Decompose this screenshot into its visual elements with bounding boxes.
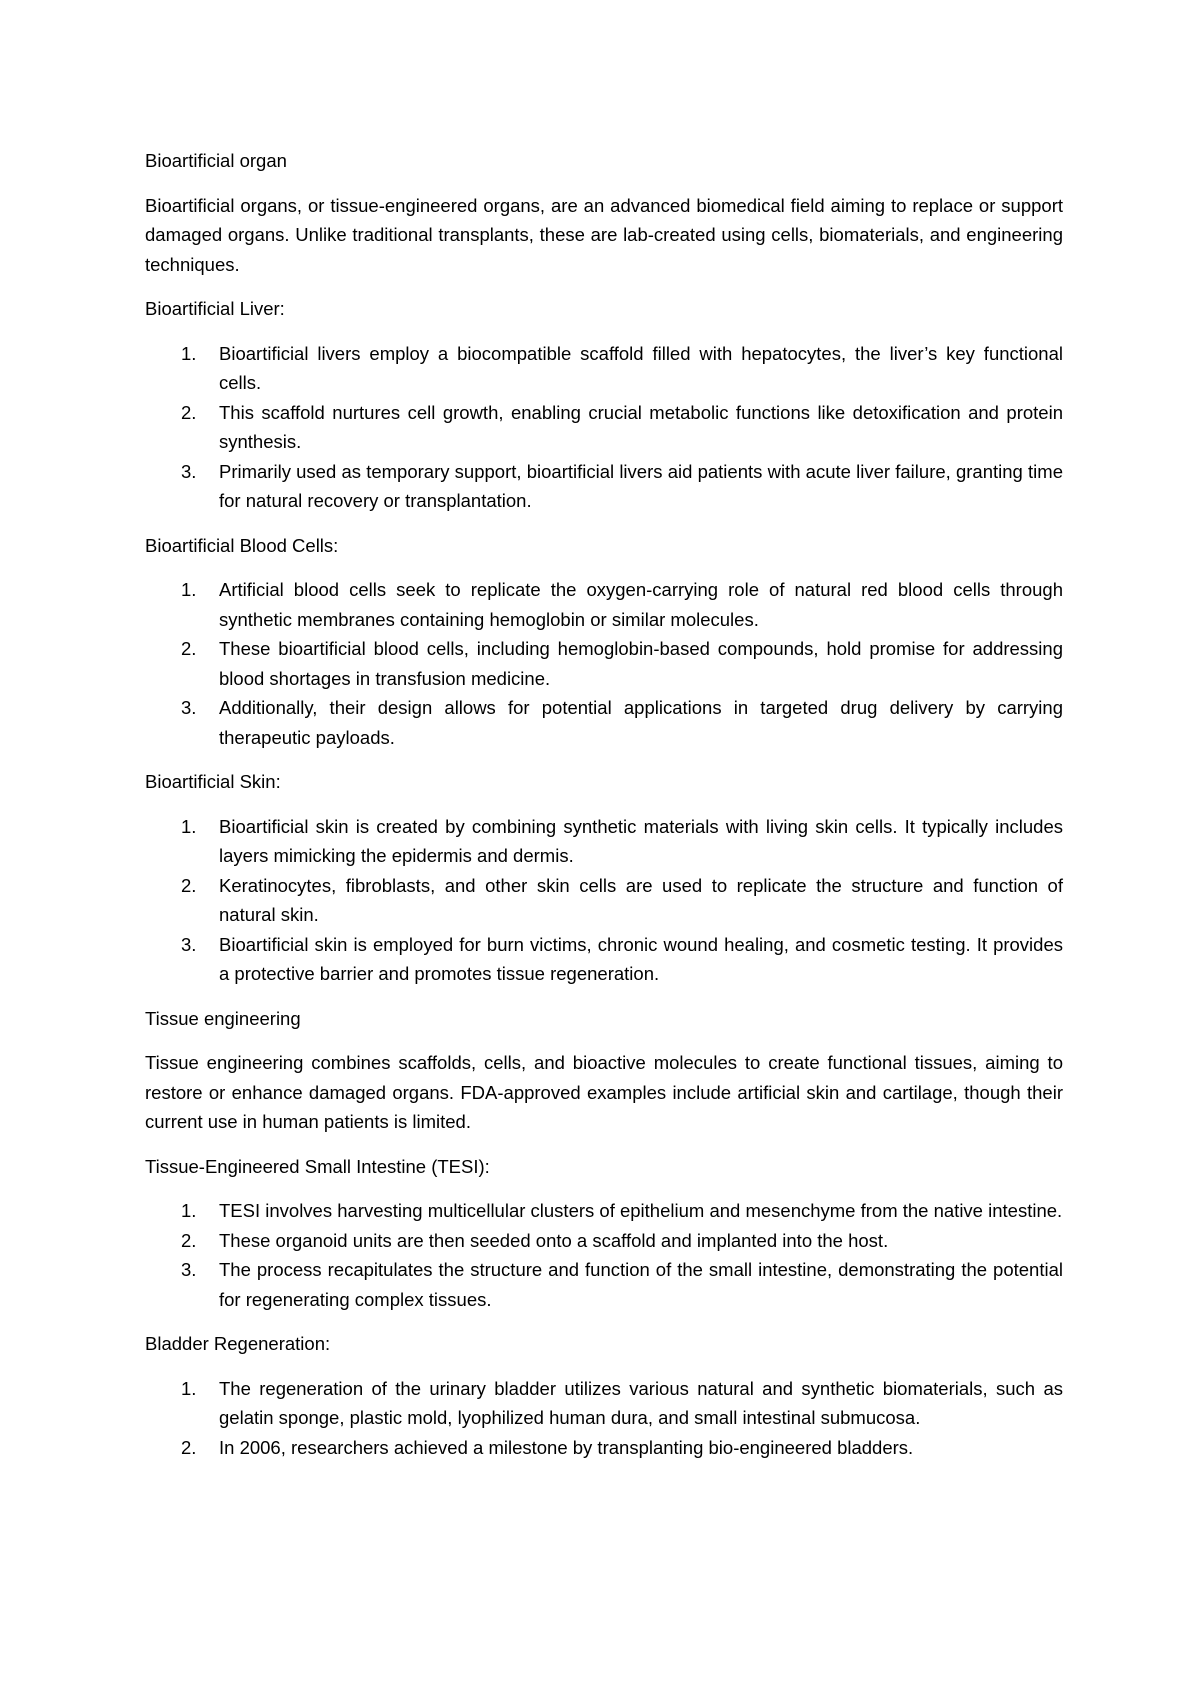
list-item <box>145 812 1063 871</box>
skin-list <box>145 812 1063 989</box>
list-item-text: The process recapitulates the structure and function of the small intestine, demonstrating the potential for regenerating complex tissues. <box>219 1259 1063 1310</box>
list-item-text: Bioartificial skin is created by combining synthetic materials with living skin cells. It typically includes layers mimicking the epidermis and dermis. <box>219 815 1063 866</box>
list-item-text: Bioartificial livers employ a biocompatible scaffold filled with hepatocytes, the liver’s key functional cells. <box>219 342 1063 393</box>
list-number: 1. <box>181 579 197 600</box>
tissue-engineering-paragraph: Tissue engineering combines scaffolds, cells, and bioactive molecules to create functional tissues, aiming to restore or enhance damaged organs. FDA-approved examples include artificial skin and cartilage, though their current use in human patients is limited. <box>145 1052 1063 1132</box>
list-item <box>145 339 1063 398</box>
list-item <box>145 1433 1063 1463</box>
list-number: 2. <box>181 1229 197 1251</box>
list-item-text: These organoid units are then seeded onto a scaffold and implanted into the host. <box>219 1229 889 1251</box>
list-item <box>145 575 1063 634</box>
list-number: 1. <box>181 342 197 364</box>
list-item-text: The regeneration of the urinary bladder utilizes various natural and synthetic biomaterials, such as gelatin sponge, plastic mold, lyophilized human dura, and small intestinal submucosa. <box>219 1377 1063 1428</box>
list-item-text: TESI involves harvesting multicellular clusters of epithelium and mesenchyme from the native intestine. <box>219 1200 1063 1221</box>
list-number: 1. <box>181 815 197 837</box>
document-page <box>145 146 1063 1477</box>
list-item-text: Keratinocytes, fibroblasts, and other skin cells are used to replicate the structure and function of natural skin. <box>219 874 1063 925</box>
list-item-text: Primarily used as temporary support, bioartificial livers aid patients with acute liver failure, granting time for natural recovery or transplantation. <box>219 460 1063 511</box>
list-item <box>145 457 1063 516</box>
list-item <box>145 1374 1063 1433</box>
tissue-engineering-heading: Tissue engineering <box>145 1007 301 1029</box>
list-number: 3. <box>181 697 197 718</box>
list-item-text: This scaffold nurtures cell growth, enabling crucial metabolic functions like detoxification and protein synthesis. <box>219 401 1063 452</box>
intro-paragraph: Bioartificial organs, or tissue-engineered organs, are an advanced biomedical field aiming to replace or support damaged organs. Unlike traditional transplants, these are lab-created using cells, biomaterials, and engineering techniques. <box>145 194 1063 275</box>
liver-list <box>145 339 1063 516</box>
document-title: Bioartificial organ <box>145 150 287 171</box>
list-item <box>145 693 1063 752</box>
list-item <box>145 1226 1063 1256</box>
list-number: 3. <box>181 460 197 482</box>
list-number: 3. <box>181 1259 197 1280</box>
skin-heading: Bioartificial Skin: <box>145 771 281 792</box>
blood-list <box>145 575 1063 752</box>
liver-heading: Bioartificial Liver: <box>145 298 285 319</box>
list-item-text: Artificial blood cells seek to replicate the oxygen-carrying role of natural red blood cells through synthetic membranes containing hemoglobin or similar molecules. <box>219 579 1063 630</box>
list-number: 3. <box>181 933 197 955</box>
tesi-list <box>145 1196 1063 1314</box>
list-item <box>145 1255 1063 1314</box>
bladder-list <box>145 1374 1063 1463</box>
list-item-text: These bioartificial blood cells, including hemoglobin-based compounds, hold promise for addressing blood shortages in transfusion medicine. <box>219 638 1063 689</box>
list-number: 1. <box>181 1200 197 1221</box>
list-number: 2. <box>181 401 197 423</box>
list-item <box>145 1196 1063 1226</box>
list-item <box>145 634 1063 693</box>
list-item <box>145 871 1063 930</box>
list-item-text: Bioartificial skin is employed for burn victims, chronic wound healing, and cosmetic testing. It provides a protective barrier and promotes tissue regeneration. <box>219 933 1063 984</box>
list-item-text: In 2006, researchers achieved a milestone by transplanting bio-engineered bladders. <box>219 1436 914 1458</box>
tesi-heading: Tissue-Engineered Small Intestine (TESI): <box>145 1155 490 1177</box>
list-item <box>145 398 1063 457</box>
list-number: 2. <box>181 638 197 659</box>
blood-heading: Bioartificial Blood Cells: <box>145 534 339 556</box>
list-number: 2. <box>181 1436 197 1458</box>
list-item-text: Additionally, their design allows for potential applications in targeted drug delivery by carrying therapeutic payloads. <box>219 697 1063 748</box>
list-item <box>145 930 1063 989</box>
bladder-heading: Bladder Regeneration: <box>145 1333 331 1354</box>
list-number: 2. <box>181 874 197 896</box>
list-number: 1. <box>181 1377 197 1399</box>
